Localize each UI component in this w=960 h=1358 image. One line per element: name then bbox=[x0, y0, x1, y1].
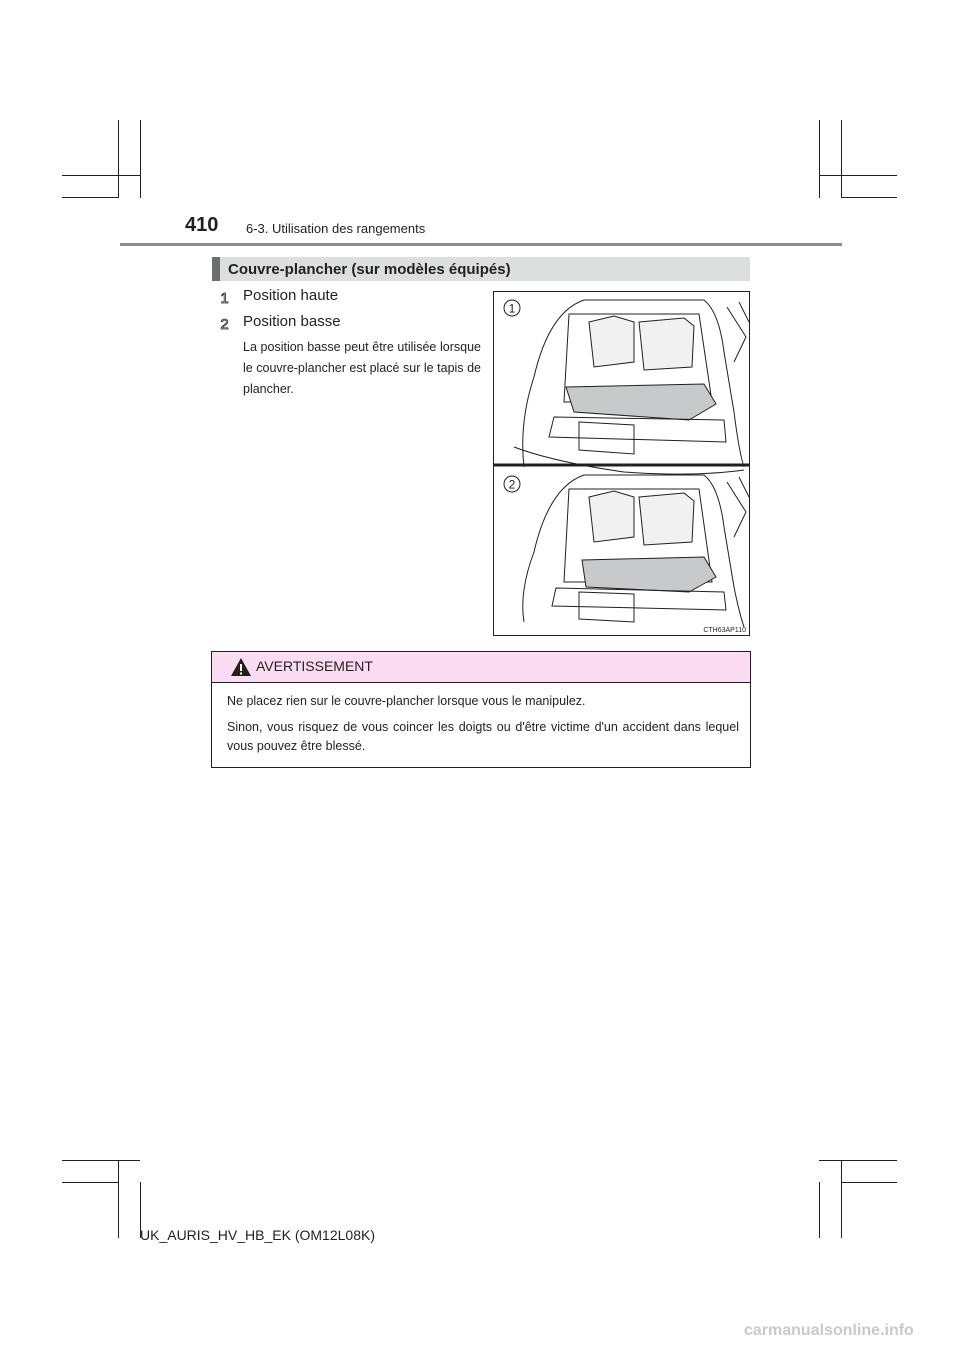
number-1-icon bbox=[216, 289, 233, 306]
number-2-icon bbox=[216, 315, 233, 332]
crop-mark bbox=[140, 120, 141, 198]
watermark: carmanualsonline.info bbox=[744, 1322, 914, 1339]
crop-mark bbox=[819, 1182, 820, 1238]
svg-text:2: 2 bbox=[220, 316, 229, 332]
crop-mark bbox=[118, 1160, 119, 1238]
crop-mark bbox=[62, 1182, 118, 1183]
callout-1 bbox=[504, 300, 520, 316]
callout-2 bbox=[504, 476, 520, 492]
item-label: Position haute bbox=[243, 287, 339, 304]
heading-accent-bar bbox=[212, 257, 220, 281]
upper-position-view bbox=[514, 300, 749, 474]
crop-mark bbox=[841, 197, 897, 198]
warning-triangle-icon bbox=[230, 657, 252, 677]
crop-mark bbox=[62, 1160, 140, 1161]
warning-header bbox=[212, 652, 750, 683]
document-code: UK_AURIS_HV_HB_EK (OM12L08K) bbox=[140, 1227, 375, 1243]
subsection-heading bbox=[212, 257, 750, 281]
illustration-code: CTH63AP110 bbox=[703, 627, 746, 634]
header-rule bbox=[120, 243, 842, 246]
crop-mark bbox=[819, 175, 897, 176]
cargo-cover-illustration bbox=[493, 291, 750, 636]
crop-mark bbox=[62, 197, 118, 198]
warning-title: AVERTISSEMENT bbox=[256, 658, 373, 674]
crop-mark bbox=[819, 120, 820, 198]
warning-line: Ne placez rien sur le couvre-plancher lorsque vous le manipulez. bbox=[227, 694, 586, 708]
page-number: 410 bbox=[185, 214, 219, 236]
item-label: Position basse bbox=[243, 313, 341, 330]
section-title: 6-3. Utilisation des rangements bbox=[246, 221, 426, 236]
warning-line: Sinon, vous risquez de vous coincer les doigts ou d'être victime d'un accident dans lequel vous pouvez être blessé. bbox=[227, 720, 739, 753]
svg-text:1: 1 bbox=[508, 301, 516, 316]
lower-position-view bbox=[523, 475, 749, 627]
subsection-title: Couvre-plancher (sur modèles équipés) bbox=[228, 261, 511, 278]
svg-text:2: 2 bbox=[508, 477, 516, 492]
crop-mark bbox=[841, 1182, 897, 1183]
crop-mark bbox=[118, 120, 119, 198]
crop-mark bbox=[819, 1160, 897, 1161]
svg-text:1: 1 bbox=[220, 290, 229, 306]
crop-mark bbox=[841, 1160, 842, 1238]
crop-mark bbox=[841, 120, 842, 198]
hatchback-cargo-drawing bbox=[494, 292, 749, 635]
warning-box bbox=[211, 651, 751, 768]
description-text: La position basse peut être utilisée lorsque le couvre-plancher est placé sur le tapis de plancher. bbox=[243, 340, 481, 396]
crop-mark bbox=[62, 175, 140, 176]
